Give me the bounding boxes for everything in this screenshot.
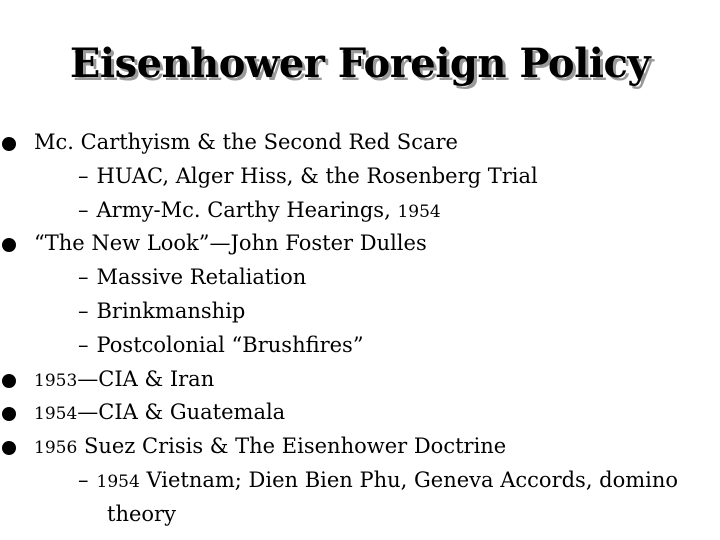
sub-item-vietnam-continuation: [0, 498, 720, 532]
sub-item-text: Vietnam; Dien Bien Phu, Geneva Accords, domino: [139, 467, 679, 492]
sub-item-text: HUAC, Alger Hiss, & the Rosenberg Trial: [96, 163, 538, 188]
dash-marker: –: [78, 467, 89, 492]
bullet-item-cia-guatemala: [0, 396, 720, 430]
bullet-text: —CIA & Iran: [77, 366, 215, 391]
slide-title: Eisenhower Foreign Policy: [69, 40, 651, 87]
bullet-text: —CIA & Guatemala: [77, 400, 286, 425]
sub-item-army-mccarthy: [0, 194, 720, 228]
bullet-item-suez-crisis: [0, 430, 720, 464]
bullet-item-new-look: [0, 227, 720, 261]
year-text: 1954: [34, 404, 78, 425]
bullet-dot-icon: [2, 374, 16, 388]
bullet-dot-icon: [2, 441, 16, 455]
year-text: 1956: [34, 438, 78, 459]
bullet-dot-icon: [2, 137, 16, 151]
sub-item-text: Brinkmanship: [96, 298, 246, 323]
bullet-dot-icon: [2, 238, 16, 252]
sub-item-massive-retaliation: [0, 261, 720, 295]
year-text: 1954: [96, 471, 140, 492]
year-text: 1953: [34, 370, 78, 391]
sub-item-vietnam: [0, 464, 720, 498]
sub-item-text: theory: [107, 501, 176, 526]
dash-marker: –: [78, 298, 89, 323]
bullet-dot-icon: [2, 407, 16, 421]
bullet-text: Suez Crisis & The Eisenhower Doctrine: [77, 434, 507, 459]
bullet-item-cia-iran: [0, 363, 720, 397]
dash-marker: –: [78, 265, 89, 290]
bullet-list: [0, 126, 720, 532]
sub-item-brinkmanship: [0, 295, 720, 329]
sub-item-text: Massive Retaliation: [96, 265, 307, 290]
year-text: 1954: [397, 201, 441, 222]
dash-marker: –: [78, 332, 89, 357]
sub-item-huac: [0, 160, 720, 194]
sub-item-text: Army-Mc. Carthy Hearings,: [96, 197, 398, 222]
sub-item-brushfires: [0, 329, 720, 363]
bullet-text: “The New Look”—John Foster Dulles: [34, 231, 427, 256]
dash-marker: –: [78, 163, 89, 188]
sub-item-text: Postcolonial “Brushfires”: [96, 332, 364, 357]
bullet-item-mccarthyism: [0, 126, 720, 160]
bullet-text: Mc. Carthyism & the Second Red Scare: [34, 130, 458, 154]
dash-marker: –: [78, 197, 89, 222]
